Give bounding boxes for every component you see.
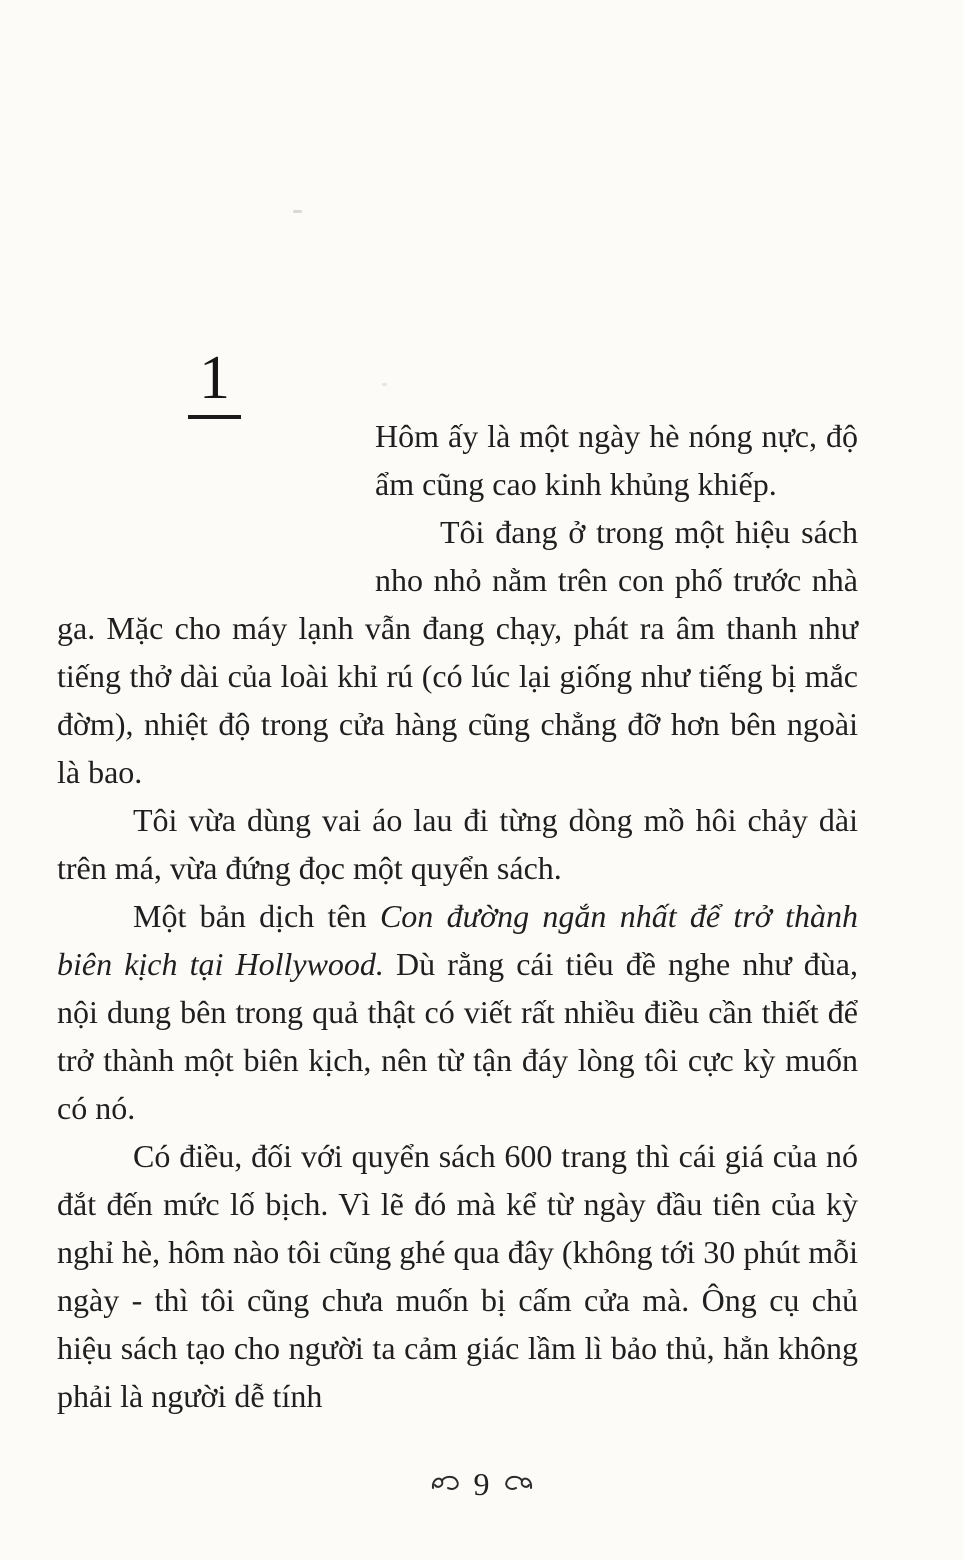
page-number: 9 <box>473 1466 490 1502</box>
chapter-wrap-spacer <box>57 412 375 604</box>
paragraph <box>57 1132 858 1420</box>
chapter-number: 1 <box>188 346 241 419</box>
scan-artifact <box>293 210 302 213</box>
fleuron-right-icon <box>503 1474 533 1494</box>
paragraph-text: Một bản dịch tên <box>133 898 380 934</box>
page-footer <box>0 1460 963 1508</box>
paragraph-text: Tôi đang ở trong một hiệu sách nho nhỏ nằm trên con phố trước nhà ga. Mặc cho máy lạnh vẫn đang chạy, phát ra âm thanh như tiếng thở dài của loài khỉ rú (có lúc lại giống như tiếng bị mắc đờm), nhiệt độ trong cửa hàng cũng chẳng đỡ hơn bên ngoài là bao. <box>57 514 858 790</box>
paragraph-text: Dù rằng cái tiêu đề nghe như đùa, nội dung bên trong quả thật có viết rất nhiều điều cần thiết để trở thành một biên kịch, nên từ tận đáy lòng tôi cực kỳ muốn có nó. <box>57 946 859 1126</box>
fleuron-left-icon <box>431 1474 461 1494</box>
page-body <box>57 412 858 1420</box>
scan-artifact <box>382 383 387 386</box>
book-title-italic: Con đường ngắn nhất để trở thành biên kịch tại Hollywood. <box>57 898 859 982</box>
paragraph-text: Hôm ấy là một ngày hè nóng nực, độ ẩm cũng cao kinh khủng khiếp. <box>375 418 858 502</box>
paragraph <box>57 892 858 1132</box>
paragraph-text: Có điều, đối với quyển sách 600 trang thì cái giá của nó đắt đến mức lố bịch. Vì lẽ đó mà kể từ ngày đầu tiên của kỳ nghỉ hè, hôm nào tôi cũng ghé qua đây (không tới 30 phút mỗi ngày - thì tôi cũng chưa muốn bị cấm cửa mà. Ông cụ chủ hiệu sách tạo cho người ta cảm giác lầm lì bảo thủ, hẳn không phải là người dễ tính <box>57 1138 858 1414</box>
paragraph-text: Tôi vừa dùng vai áo lau đi từng dòng mồ hôi chảy dài trên má, vừa đứng đọc một quyển sách. <box>57 802 858 886</box>
paragraph <box>57 796 858 892</box>
